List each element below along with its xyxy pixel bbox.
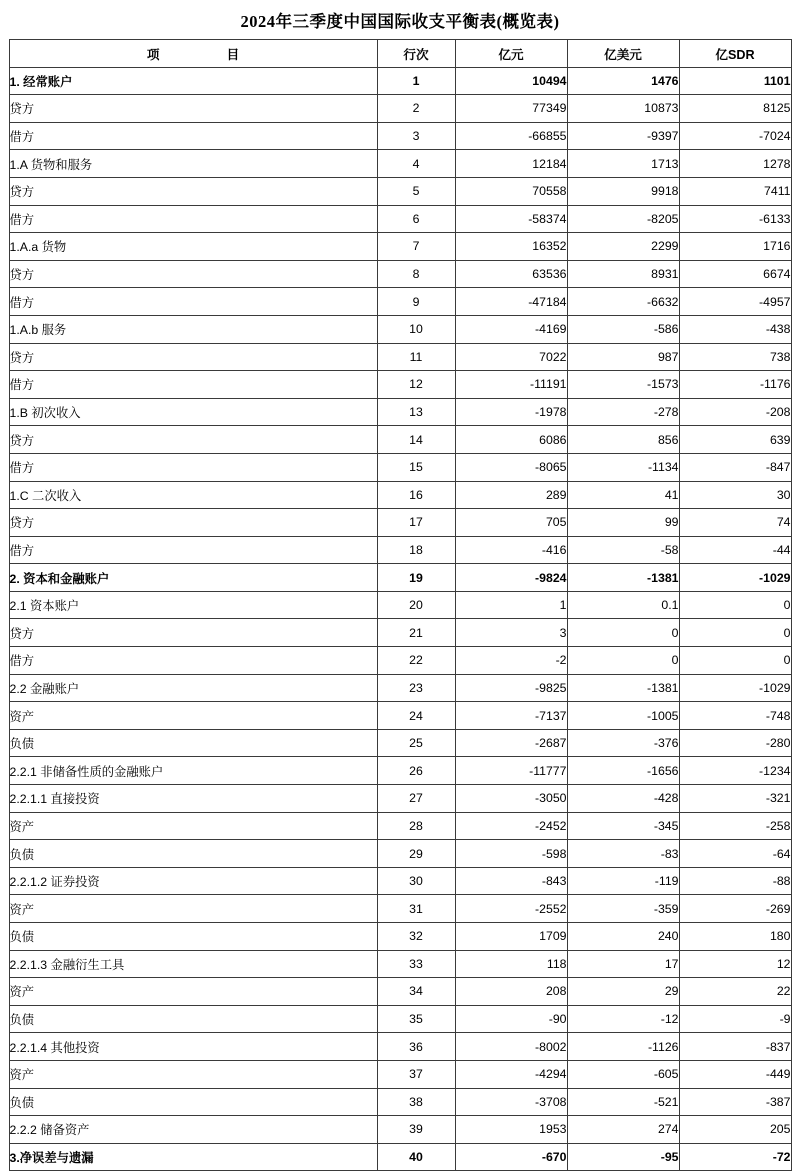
row-label: 贷方 [9, 619, 377, 647]
row-label: 1.C 二次收入 [9, 481, 377, 509]
table-row [9, 950, 791, 978]
value-cny: -598 [455, 840, 567, 868]
table-row [9, 371, 791, 399]
value-sdr: -280 [679, 729, 791, 757]
value-sdr: -321 [679, 785, 791, 813]
value-cny: 118 [455, 950, 567, 978]
value-usd: 856 [567, 426, 679, 454]
table-header [9, 40, 791, 68]
table-row [9, 288, 791, 316]
table-row [9, 426, 791, 454]
value-cny: -11191 [455, 371, 567, 399]
value-usd: -1005 [567, 702, 679, 730]
row-number: 6 [377, 205, 455, 233]
value-cny: -416 [455, 536, 567, 564]
value-usd: -1126 [567, 1033, 679, 1061]
row-number: 1 [377, 67, 455, 95]
row-label: 负债 [9, 729, 377, 757]
table-row [9, 895, 791, 923]
row-label: 2.2 金融账户 [9, 674, 377, 702]
row-label: 借方 [9, 536, 377, 564]
value-cny: 16352 [455, 233, 567, 261]
row-number: 30 [377, 867, 455, 895]
value-cny: 77349 [455, 95, 567, 123]
value-usd: 0 [567, 619, 679, 647]
row-label: 借方 [9, 453, 377, 481]
table-row [9, 260, 791, 288]
balance-of-payments-table [9, 39, 792, 1171]
value-sdr: 0 [679, 619, 791, 647]
value-cny: 63536 [455, 260, 567, 288]
value-cny: -66855 [455, 122, 567, 150]
value-usd: -586 [567, 315, 679, 343]
value-cny: 70558 [455, 177, 567, 205]
value-sdr: 180 [679, 923, 791, 951]
value-sdr: 0 [679, 647, 791, 675]
row-label: 2.2.1.1 直接投资 [9, 785, 377, 813]
value-usd: 274 [567, 1116, 679, 1144]
row-label: 3.净误差与遗漏 [9, 1143, 377, 1171]
value-cny: -2687 [455, 729, 567, 757]
table-row [9, 564, 791, 592]
page-title: 2024年三季度中国国际收支平衡表(概览表) [240, 12, 560, 31]
row-label: 资产 [9, 895, 377, 923]
row-number: 22 [377, 647, 455, 675]
table-row [9, 1088, 791, 1116]
table-row [9, 343, 791, 371]
value-usd: 41 [567, 481, 679, 509]
table-header-row [9, 40, 791, 68]
value-sdr: 74 [679, 509, 791, 537]
row-label: 2.2.1.4 其他投资 [9, 1033, 377, 1061]
value-sdr: -387 [679, 1088, 791, 1116]
row-label: 资产 [9, 978, 377, 1006]
value-cny: 208 [455, 978, 567, 1006]
table-row [9, 619, 791, 647]
table-row [9, 757, 791, 785]
row-number: 31 [377, 895, 455, 923]
row-number: 39 [377, 1116, 455, 1144]
row-label: 1.A.a 货物 [9, 233, 377, 261]
value-sdr: -449 [679, 1060, 791, 1088]
value-cny: 3 [455, 619, 567, 647]
value-usd: 17 [567, 950, 679, 978]
value-usd: -605 [567, 1060, 679, 1088]
value-sdr: -208 [679, 398, 791, 426]
table-row [9, 840, 791, 868]
value-cny: 1709 [455, 923, 567, 951]
row-number: 28 [377, 812, 455, 840]
table-row [9, 923, 791, 951]
value-cny: -7137 [455, 702, 567, 730]
value-cny: -11777 [455, 757, 567, 785]
value-cny: -2452 [455, 812, 567, 840]
value-cny: -843 [455, 867, 567, 895]
value-sdr: 639 [679, 426, 791, 454]
row-number: 40 [377, 1143, 455, 1171]
row-number: 8 [377, 260, 455, 288]
value-usd: -1381 [567, 564, 679, 592]
row-number: 17 [377, 509, 455, 537]
table-row [9, 481, 791, 509]
value-sdr: 205 [679, 1116, 791, 1144]
value-cny: -3708 [455, 1088, 567, 1116]
row-number: 25 [377, 729, 455, 757]
column-header-usd: 亿美元 [567, 40, 679, 68]
row-label: 借方 [9, 647, 377, 675]
row-number: 27 [377, 785, 455, 813]
row-label: 1.A.b 服务 [9, 315, 377, 343]
row-number: 12 [377, 371, 455, 399]
value-cny: -2552 [455, 895, 567, 923]
value-cny: -58374 [455, 205, 567, 233]
row-label: 1. 经常账户 [9, 67, 377, 95]
value-sdr: 30 [679, 481, 791, 509]
value-cny: -4169 [455, 315, 567, 343]
row-label: 贷方 [9, 177, 377, 205]
value-cny: -670 [455, 1143, 567, 1171]
value-usd: 10873 [567, 95, 679, 123]
value-usd: -58 [567, 536, 679, 564]
row-label: 1.A 货物和服务 [9, 150, 377, 178]
row-number: 34 [377, 978, 455, 1006]
row-number: 32 [377, 923, 455, 951]
value-cny: 1 [455, 591, 567, 619]
value-sdr: 6674 [679, 260, 791, 288]
value-sdr: -88 [679, 867, 791, 895]
value-usd: 29 [567, 978, 679, 1006]
value-cny: -8065 [455, 453, 567, 481]
value-cny: -2 [455, 647, 567, 675]
value-usd: -8205 [567, 205, 679, 233]
value-usd: -428 [567, 785, 679, 813]
value-cny: 1953 [455, 1116, 567, 1144]
value-cny: 12184 [455, 150, 567, 178]
value-usd: -9397 [567, 122, 679, 150]
value-usd: 9918 [567, 177, 679, 205]
table-row [9, 867, 791, 895]
value-cny: 289 [455, 481, 567, 509]
table-row [9, 729, 791, 757]
table-row [9, 122, 791, 150]
value-usd: 1713 [567, 150, 679, 178]
row-number: 14 [377, 426, 455, 454]
value-usd: -1134 [567, 453, 679, 481]
row-number: 36 [377, 1033, 455, 1061]
table-row [9, 205, 791, 233]
column-header-item: 项 目 [9, 40, 377, 68]
row-label: 借方 [9, 122, 377, 150]
table-row [9, 398, 791, 426]
value-usd: -376 [567, 729, 679, 757]
value-usd: -278 [567, 398, 679, 426]
table-row [9, 1060, 791, 1088]
table-row [9, 509, 791, 537]
row-number: 2 [377, 95, 455, 123]
row-number: 16 [377, 481, 455, 509]
value-sdr: 738 [679, 343, 791, 371]
row-label: 2.2.1.2 证券投资 [9, 867, 377, 895]
row-number: 26 [377, 757, 455, 785]
row-label: 借方 [9, 371, 377, 399]
row-number: 7 [377, 233, 455, 261]
row-label: 负债 [9, 923, 377, 951]
value-cny: 10494 [455, 67, 567, 95]
table-row [9, 1033, 791, 1061]
value-cny: 7022 [455, 343, 567, 371]
value-sdr: 12 [679, 950, 791, 978]
value-usd: -345 [567, 812, 679, 840]
value-sdr: 7411 [679, 177, 791, 205]
table-row [9, 702, 791, 730]
value-cny: 705 [455, 509, 567, 537]
value-cny: -1978 [455, 398, 567, 426]
row-label: 资产 [9, 812, 377, 840]
table-row [9, 647, 791, 675]
value-usd: -95 [567, 1143, 679, 1171]
row-label: 贷方 [9, 95, 377, 123]
value-cny: -9825 [455, 674, 567, 702]
row-label: 借方 [9, 288, 377, 316]
row-label: 借方 [9, 205, 377, 233]
row-label: 贷方 [9, 260, 377, 288]
value-sdr: -258 [679, 812, 791, 840]
row-label: 贷方 [9, 426, 377, 454]
table-row [9, 1143, 791, 1171]
table-row [9, 785, 791, 813]
column-header-sdr: 亿SDR [679, 40, 791, 68]
value-usd: 8931 [567, 260, 679, 288]
value-cny: -3050 [455, 785, 567, 813]
row-number: 15 [377, 453, 455, 481]
table-row [9, 1005, 791, 1033]
row-label: 2.1 资本账户 [9, 591, 377, 619]
value-cny: -90 [455, 1005, 567, 1033]
table-row [9, 536, 791, 564]
row-label: 负债 [9, 1005, 377, 1033]
column-header-cny: 亿元 [455, 40, 567, 68]
row-number: 4 [377, 150, 455, 178]
value-sdr: -269 [679, 895, 791, 923]
row-number: 35 [377, 1005, 455, 1033]
row-label: 贷方 [9, 509, 377, 537]
value-sdr: -9 [679, 1005, 791, 1033]
row-label: 负债 [9, 840, 377, 868]
value-usd: -521 [567, 1088, 679, 1116]
row-label: 1.B 初次收入 [9, 398, 377, 426]
value-sdr: 1101 [679, 67, 791, 95]
value-usd: 240 [567, 923, 679, 951]
value-sdr: 8125 [679, 95, 791, 123]
value-usd: -1381 [567, 674, 679, 702]
value-sdr: 1716 [679, 233, 791, 261]
row-number: 13 [377, 398, 455, 426]
row-number: 5 [377, 177, 455, 205]
value-usd: 2299 [567, 233, 679, 261]
row-label: 2.2.1.3 金融衍生工具 [9, 950, 377, 978]
value-sdr: -1029 [679, 674, 791, 702]
row-number: 38 [377, 1088, 455, 1116]
row-number: 24 [377, 702, 455, 730]
value-usd: -12 [567, 1005, 679, 1033]
value-sdr: -847 [679, 453, 791, 481]
value-sdr: -1029 [679, 564, 791, 592]
value-sdr: 1278 [679, 150, 791, 178]
table-row [9, 95, 791, 123]
table-row [9, 315, 791, 343]
row-number: 19 [377, 564, 455, 592]
row-label: 资产 [9, 1060, 377, 1088]
value-usd: -83 [567, 840, 679, 868]
row-number: 10 [377, 315, 455, 343]
value-sdr: -748 [679, 702, 791, 730]
row-number: 11 [377, 343, 455, 371]
value-usd: -6632 [567, 288, 679, 316]
row-label: 负债 [9, 1088, 377, 1116]
value-cny: -8002 [455, 1033, 567, 1061]
table-row [9, 1116, 791, 1144]
table-row [9, 812, 791, 840]
value-sdr: -1234 [679, 757, 791, 785]
row-number: 37 [377, 1060, 455, 1088]
row-number: 33 [377, 950, 455, 978]
value-usd: -119 [567, 867, 679, 895]
value-cny: -9824 [455, 564, 567, 592]
value-sdr: -837 [679, 1033, 791, 1061]
table-row [9, 233, 791, 261]
value-usd: 987 [567, 343, 679, 371]
row-label: 2.2.2 储备资产 [9, 1116, 377, 1144]
value-sdr: -44 [679, 536, 791, 564]
table-row [9, 150, 791, 178]
value-cny: 6086 [455, 426, 567, 454]
value-sdr: -6133 [679, 205, 791, 233]
value-sdr: 0 [679, 591, 791, 619]
value-usd: -359 [567, 895, 679, 923]
value-sdr: -1176 [679, 371, 791, 399]
row-number: 20 [377, 591, 455, 619]
table-row [9, 674, 791, 702]
row-label: 2. 资本和金融账户 [9, 564, 377, 592]
table-row [9, 67, 791, 95]
row-number: 18 [377, 536, 455, 564]
value-sdr: -72 [679, 1143, 791, 1171]
value-sdr: -7024 [679, 122, 791, 150]
value-sdr: 22 [679, 978, 791, 1006]
table-body [9, 67, 791, 1171]
value-usd: -1573 [567, 371, 679, 399]
value-usd: 99 [567, 509, 679, 537]
column-header-row-number: 行次 [377, 40, 455, 68]
table-row [9, 978, 791, 1006]
value-cny: -47184 [455, 288, 567, 316]
table-row [9, 591, 791, 619]
value-usd: 1476 [567, 67, 679, 95]
row-number: 3 [377, 122, 455, 150]
row-number: 21 [377, 619, 455, 647]
row-label: 贷方 [9, 343, 377, 371]
value-usd: 0 [567, 647, 679, 675]
table-row [9, 177, 791, 205]
value-cny: -4294 [455, 1060, 567, 1088]
row-label: 资产 [9, 702, 377, 730]
value-sdr: -64 [679, 840, 791, 868]
value-usd: -1656 [567, 757, 679, 785]
row-label: 2.2.1 非储备性质的金融账户 [9, 757, 377, 785]
value-sdr: -4957 [679, 288, 791, 316]
value-sdr: -438 [679, 315, 791, 343]
value-usd: 0.1 [567, 591, 679, 619]
row-number: 23 [377, 674, 455, 702]
row-number: 9 [377, 288, 455, 316]
row-number: 29 [377, 840, 455, 868]
table-row [9, 453, 791, 481]
